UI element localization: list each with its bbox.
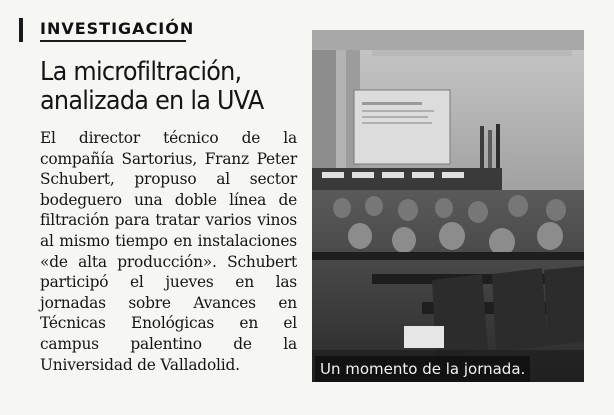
photo-caption: Un momento de la jornada. xyxy=(315,356,530,382)
section-marker-bar xyxy=(19,18,23,42)
lecture-hall-image xyxy=(312,30,584,382)
section-label: INVESTIGACIÓN xyxy=(40,19,195,38)
headline xyxy=(40,58,288,116)
event-photo xyxy=(312,30,584,382)
article-paragraph: El director técnico de la compañía Sartorius, Franz Peter Schubert, propuso al sector bodeguero una doble línea de filtración para tratar varios vinos al mismo tiempo en instalaciones «de alta producción». Schubert participó el jueves en las jornadas sobre Avances en Técnicas Enológicas en el campus palentino de la Universidad de Valladolid. xyxy=(40,129,297,374)
article-body xyxy=(40,128,297,375)
headline-line-2: analizada en la UVA xyxy=(40,86,264,116)
headline-line-1: La microfiltración, xyxy=(40,57,242,87)
section-underline xyxy=(40,40,186,42)
